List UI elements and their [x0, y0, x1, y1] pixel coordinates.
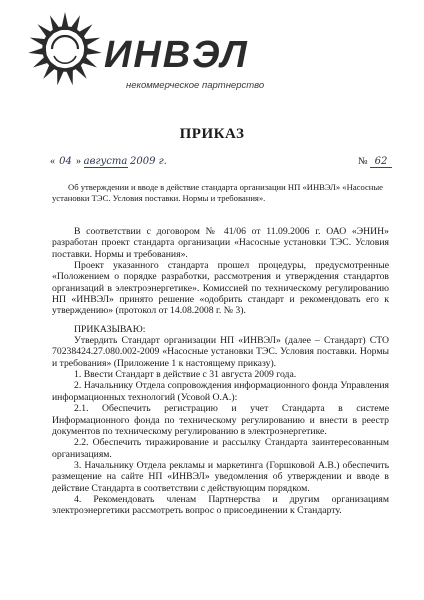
order-subject: Об утверждении и вводе в действие стандарта организации НП «ИНВЭЛ» «Насосные установки ТЭС. Условия поставки. Нормы и требования». — [52, 182, 383, 203]
date-year: 2009 г. — [130, 156, 167, 167]
order-item-3: 3. Начальнику Отдела рекламы и маркетинга (Горшковой А.В.) обеспечить размещение на сайте НП «ИНВЭЛ» уведомления об утверждении и вводе в действие Стандарта в соответствии с действующим порядком. — [52, 459, 389, 494]
number-prefix: № — [358, 156, 368, 167]
date-open-quote: « — [50, 156, 55, 167]
order-item-2: 2. Начальнику Отдела сопровождения информационного фонда Управления информационных технологий (Усовой О.А.): — [52, 380, 389, 403]
order-item-2-1: 2.1. Обеспечить регистрацию и учет Стандарта в системе Информационного фонда по техническому регулированию и внести в реестр документов по техническому регулированию в электроэнергетике. — [52, 403, 389, 437]
date-line — [50, 156, 167, 168]
order-body — [52, 226, 389, 517]
paragraph-basis: В соответствии с договором № 41/06 от 11.09.2006 г. ОАО «ЭНИН» разработан проект стандарта организации «Насосные установки ТЭС. Условия поставки. Нормы и требования». — [52, 226, 389, 260]
order-heading: ПРИКАЗЫВАЮ: — [74, 323, 146, 335]
order-item-1: 1. Ввести Стандарт в действие с 31 августа 2009 года. — [74, 369, 297, 381]
order-item-2-2: 2.2. Обеспечить тиражирование и рассылку Стандарта заинтересованным организациям. — [52, 437, 389, 460]
date-day: 04 — [59, 156, 72, 167]
brand-subtitle: некоммерческое партнерство — [126, 80, 265, 91]
document-title: ПРИКАЗ — [179, 126, 245, 142]
number-value: 62 — [370, 156, 392, 168]
paragraph-approve: Утвердить Стандарт организации НП «ИНВЭЛ» (далее – Стандарт) СТО 70238424.27.080.002-2009 «Насосные установки ТЭС. Условия поставки. Нормы и требования» (Приложение 1 к настоящему приказу). — [52, 335, 389, 369]
brand-name: ИНВЭЛ — [104, 34, 249, 76]
order-item-4: 4. Рекомендовать членам Партнерства и другим организациям электроэнергетики рассмотреть вопрос о присоединении к Стандарту. — [52, 493, 389, 517]
date-month: августа — [83, 156, 128, 167]
sun-logo-icon — [24, 8, 106, 90]
date-close-quote: » — [76, 156, 81, 167]
order-number — [358, 156, 392, 168]
paragraph-procedure: Проект указанного стандарта прошел процедуры, предусмотренные «Положением о порядке разработки, рассмотрения и утверждения стандартов организаций в электроэнергетике». Комиссией по техническому регулированию НП «ИНВЭЛ» принято решение «одобрить стандарт и рекомендовать его к утверждению» (протокол от 14.08.2008 г. № 3). — [52, 260, 389, 317]
